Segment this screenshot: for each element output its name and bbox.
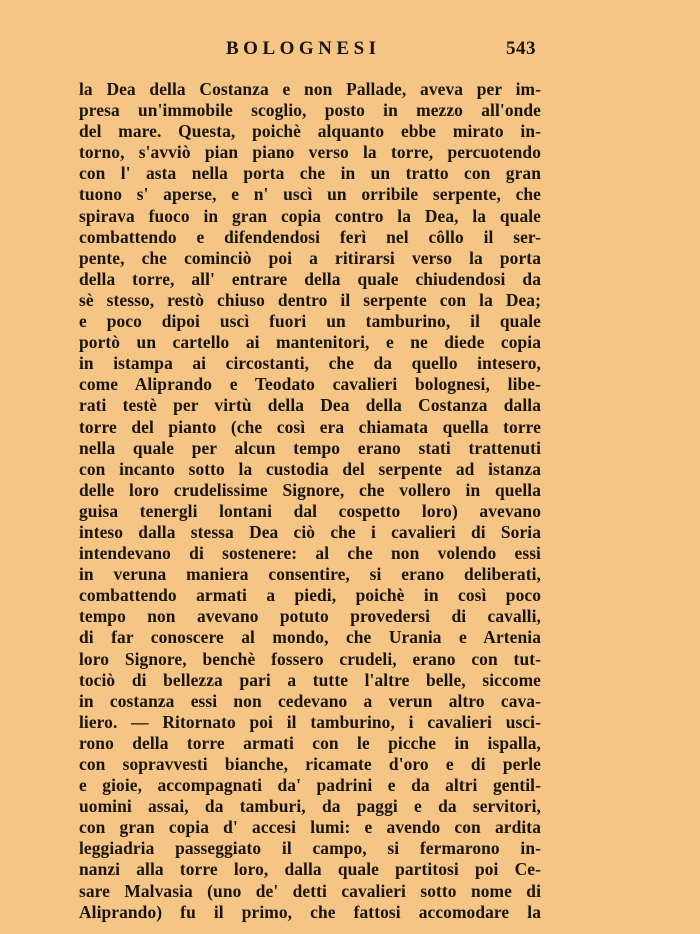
text-line: presa un'immobile scoglio, posto in mezzo all'onde xyxy=(79,100,541,121)
text-line: rono della torre armati con le picche in ispalla, xyxy=(79,732,541,753)
text-line: come Aliprando e Teodato cavalieri bolognesi, libe- xyxy=(79,374,541,395)
body-text xyxy=(79,79,541,923)
text-line: sare Malvasia (uno de' detti cavalieri sotto nome di xyxy=(79,880,541,901)
text-line: e gioie, accompagnati da' padrini e da altri gentil- xyxy=(79,775,541,796)
text-line: tempo non avevano potuto provedersi di cavalli, xyxy=(79,606,541,627)
text-line: con l' asta nella porta che in un tratto con gran xyxy=(79,163,541,184)
text-line: con incanto sotto la custodia del serpente ad istanza xyxy=(79,458,541,479)
text-line: leggiadria passeggiato il campo, si fermarono in- xyxy=(79,838,541,859)
page-number: 543 xyxy=(506,38,536,59)
text-line: guisa tenergli lontani dal cospetto loro) avevano xyxy=(79,500,541,521)
text-line: torre del pianto (che così era chiamata quella torre xyxy=(79,416,541,437)
text-line: inteso dalla stessa Dea ciò che i cavalieri di Soria xyxy=(79,521,541,542)
text-line: in costanza essi non cedevano a verun altro cava- xyxy=(79,690,541,711)
text-line: e poco dipoi uscì fuori un tamburino, il quale xyxy=(79,311,541,332)
text-line: combattendo armati a piedi, poichè in così poco xyxy=(79,585,541,606)
text-line: uomini assai, da tamburi, da paggi e da servitori, xyxy=(79,796,541,817)
text-line: sè stesso, restò chiuso dentro il serpente con la Dea; xyxy=(79,289,541,310)
running-head xyxy=(78,38,540,68)
text-line: intendevano di sostenere: al che non volendo essi xyxy=(79,543,541,564)
text-line: liero. — Ritornato poi il tamburino, i cavalieri usci- xyxy=(79,711,541,732)
text-line: nanzi alla torre loro, dalla quale partitosi poi Ce- xyxy=(79,859,541,880)
text-line: nella quale per alcun tempo erano stati trattenuti xyxy=(79,437,541,458)
text-line: con sopravvesti bianche, ricamate d'oro e di perle xyxy=(79,754,541,774)
text-line: tuono s' aperse, e n' uscì un orribile serpente, che xyxy=(79,184,541,205)
text-line: spirava fuoco in gran copia contro la Dea, la quale xyxy=(79,205,541,226)
text-line: della torre, all' entrare della quale chiudendosi da xyxy=(79,268,541,289)
text-line: combattendo e difendendosi ferì nel côllo il ser- xyxy=(79,226,541,247)
text-line: in veruna maniera consentire, si erano deliberati, xyxy=(79,564,541,585)
running-title: BOLOGNESI xyxy=(226,38,381,59)
text-line: del mare. Questa, poichè alquanto ebbe mirato in- xyxy=(79,121,541,142)
text-line: rati testè per virtù della Dea della Costanza dalla xyxy=(79,395,541,416)
text-line: Aliprando) fu il primo, che fattosi accomodare la xyxy=(79,901,541,922)
text-line: pente, che cominciò poi a ritirarsi verso la porta xyxy=(79,247,541,268)
text-line: loro Signore, benchè fossero crudeli, erano con tut- xyxy=(79,648,541,669)
text-line: portò un cartello ai mantenitori, e ne diede copia xyxy=(79,332,541,353)
text-line: in istampa ai circostanti, che da quello intesero, xyxy=(79,353,541,374)
text-line: la Dea della Costanza e non Pallade, aveva per im- xyxy=(79,79,541,99)
text-line: con gran copia d' accesi lumi: e avendo con ardita xyxy=(79,817,541,838)
text-line: delle loro crudelissime Signore, che vollero in quella xyxy=(79,479,541,500)
text-line: torno, s'avviò pian piano verso la torre, percuotendo xyxy=(79,142,541,163)
text-line: di far conoscere al mondo, che Urania e Artenia xyxy=(79,627,541,648)
text-line: tociò di bellezza pari a tutte l'altre belle, siccome xyxy=(79,669,541,690)
